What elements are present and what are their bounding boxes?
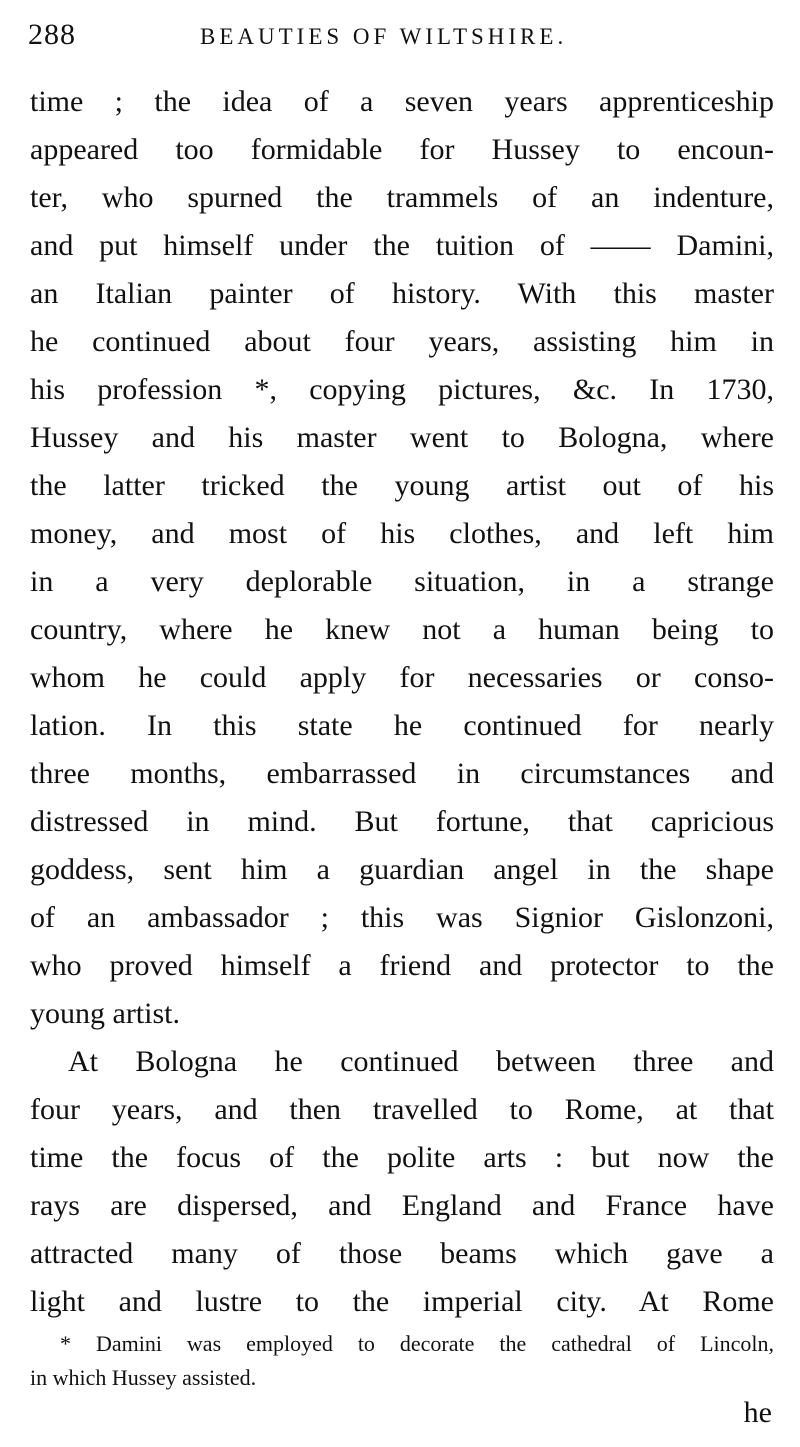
running-head (28, 18, 780, 58)
footnote-line: in which Hussey assisted. (30, 1365, 257, 1390)
text-line: time ; the idea of a seven years apprenticeship (30, 85, 774, 118)
text-line: country, where he knew not a human being to (30, 613, 774, 646)
text-line: and put himself under the tuition of —— Damini, (30, 229, 774, 262)
text-line: lation. In this state he continued for nearly (30, 709, 774, 742)
text-line: who proved himself a friend and protector to the (30, 949, 774, 982)
footnote (30, 1327, 774, 1395)
running-title: BEAUTIES OF WILTSHIRE. (200, 24, 568, 49)
text-line: three months, embarrassed in circumstances and (30, 757, 774, 790)
text-line: ter, who spurned the trammels of an indenture, (30, 181, 774, 214)
text-line: appeared too formidable for Hussey to encoun- (30, 133, 774, 166)
text-line: time the focus of the polite arts : but now the (30, 1141, 774, 1174)
text-line: his profession *, copying pictures, &c. In 1730, (30, 373, 774, 406)
paragraph-start-line: At Bologna he continued between three and (68, 1045, 774, 1078)
body-text (30, 78, 774, 1326)
text-line: the latter tricked the young artist out of his (30, 469, 774, 502)
text-line: attracted many of those beams which gave a (30, 1237, 774, 1270)
text-line: an Italian painter of history. With this master (30, 277, 774, 310)
catchword: he (743, 1396, 772, 1429)
text-line: he continued about four years, assisting him in (30, 325, 774, 358)
text-line: goddess, sent him a guardian angel in the shape (30, 853, 774, 886)
text-line: whom he could apply for necessaries or conso- (30, 661, 774, 694)
text-line: in a very deplorable situation, in a strange (30, 565, 774, 598)
text-line: distressed in mind. But fortune, that capricious (30, 805, 774, 838)
paragraph-end-line: young artist. (30, 997, 180, 1030)
text-line: light and lustre to the imperial city. At Rome (30, 1285, 774, 1318)
text-line: money, and most of his clothes, and left him (30, 517, 774, 550)
text-line: Hussey and his master went to Bologna, where (30, 421, 774, 454)
text-line: four years, and then travelled to Rome, at that (30, 1093, 774, 1126)
text-line: of an ambassador ; this was Signior Gislonzoni, (30, 901, 774, 934)
text-line: rays are dispersed, and England and France have (30, 1189, 774, 1222)
footnote-line: * Damini was employed to decorate the cathedral of Lincoln, (60, 1331, 774, 1356)
page-number: 288 (28, 18, 76, 51)
